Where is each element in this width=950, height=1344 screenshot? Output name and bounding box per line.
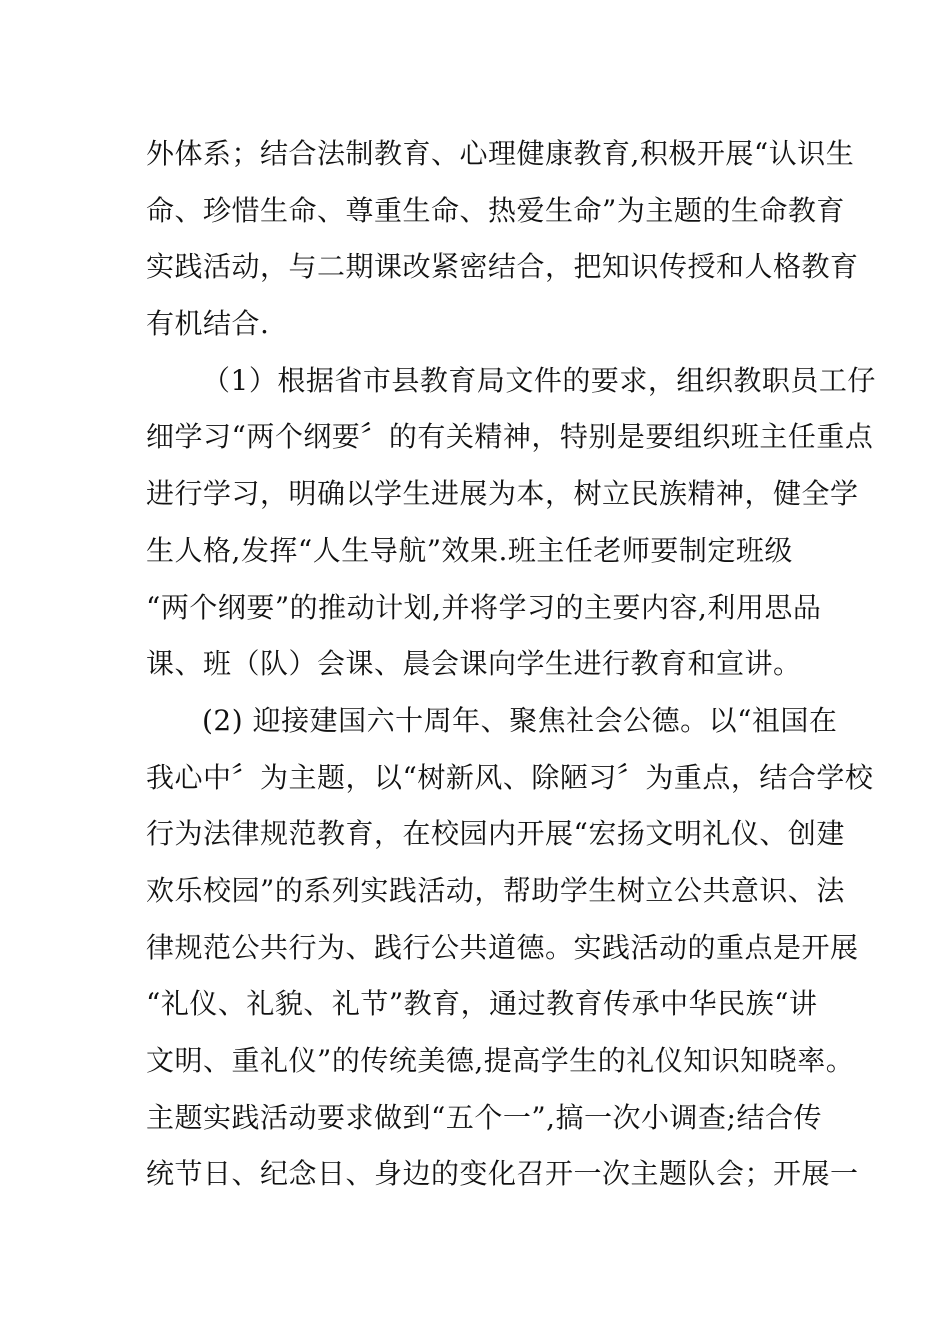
paragraph-2-first-line: (2) 迎接建国六十周年、聚焦社会公德。以“祖国在: [202, 703, 838, 737]
text-line: 我心中〞为主题，以“树新风、除陋习〞为重点，结合学校: [146, 760, 874, 794]
text-line: 进行学习，明确以学生进展为本，树立民族精神，健全学: [146, 477, 859, 511]
text-line: 命、珍惜生命、尊重生命、热爱生命”为主题的生命教育: [146, 193, 845, 227]
text-line: “两个纲要”的推动计划,并将学习的主要内容,利用思品: [146, 590, 822, 624]
text-line: 细学习“两个纲要〞的有关精神，特别是要组织班主任重点: [146, 420, 874, 454]
text-line: 实践活动，与二期课改紧密结合，把知识传授和人格教育: [146, 250, 859, 284]
text-line: “礼仪、礼貌、礼节”教育，通过教育传承中华民族“讲: [146, 987, 818, 1021]
text-line: 律规范公共行为、践行公共道德。实践活动的重点是开展: [146, 930, 859, 964]
text-line: 行为法律规范教育，在校园内开展“宏扬文明礼仪、创建: [146, 817, 845, 851]
text-line: 统节日、纪念日、身边的变化召开一次主题队会；开展一: [146, 1157, 859, 1191]
paragraph-1-first-line: （1）根据省市县教育局文件的要求，组织教职员工仔: [202, 363, 876, 397]
text-line: 文明、重礼仪”的传统美德,提高学生的礼仪知识知晓率。: [146, 1044, 855, 1077]
body-text: [146, 126, 876, 1203]
text-line: 有机结合.: [146, 307, 270, 341]
text-line: 课、班（队）会课、晨会课向学生进行教育和宣讲。: [146, 647, 802, 681]
text-line: 欢乐校园”的系列实践活动，帮助学生树立公共意识、法: [146, 873, 845, 907]
text-line: 外体系；结合法制教育、心理健康教育,积极开展“认识生: [146, 137, 855, 170]
text-line: 主题实践活动要求做到“五个一”,搞一次小调查;结合传: [146, 1100, 822, 1134]
text-line: 生人格,发挥“人生导航”效果.班主任老师要制定班级: [146, 533, 793, 567]
